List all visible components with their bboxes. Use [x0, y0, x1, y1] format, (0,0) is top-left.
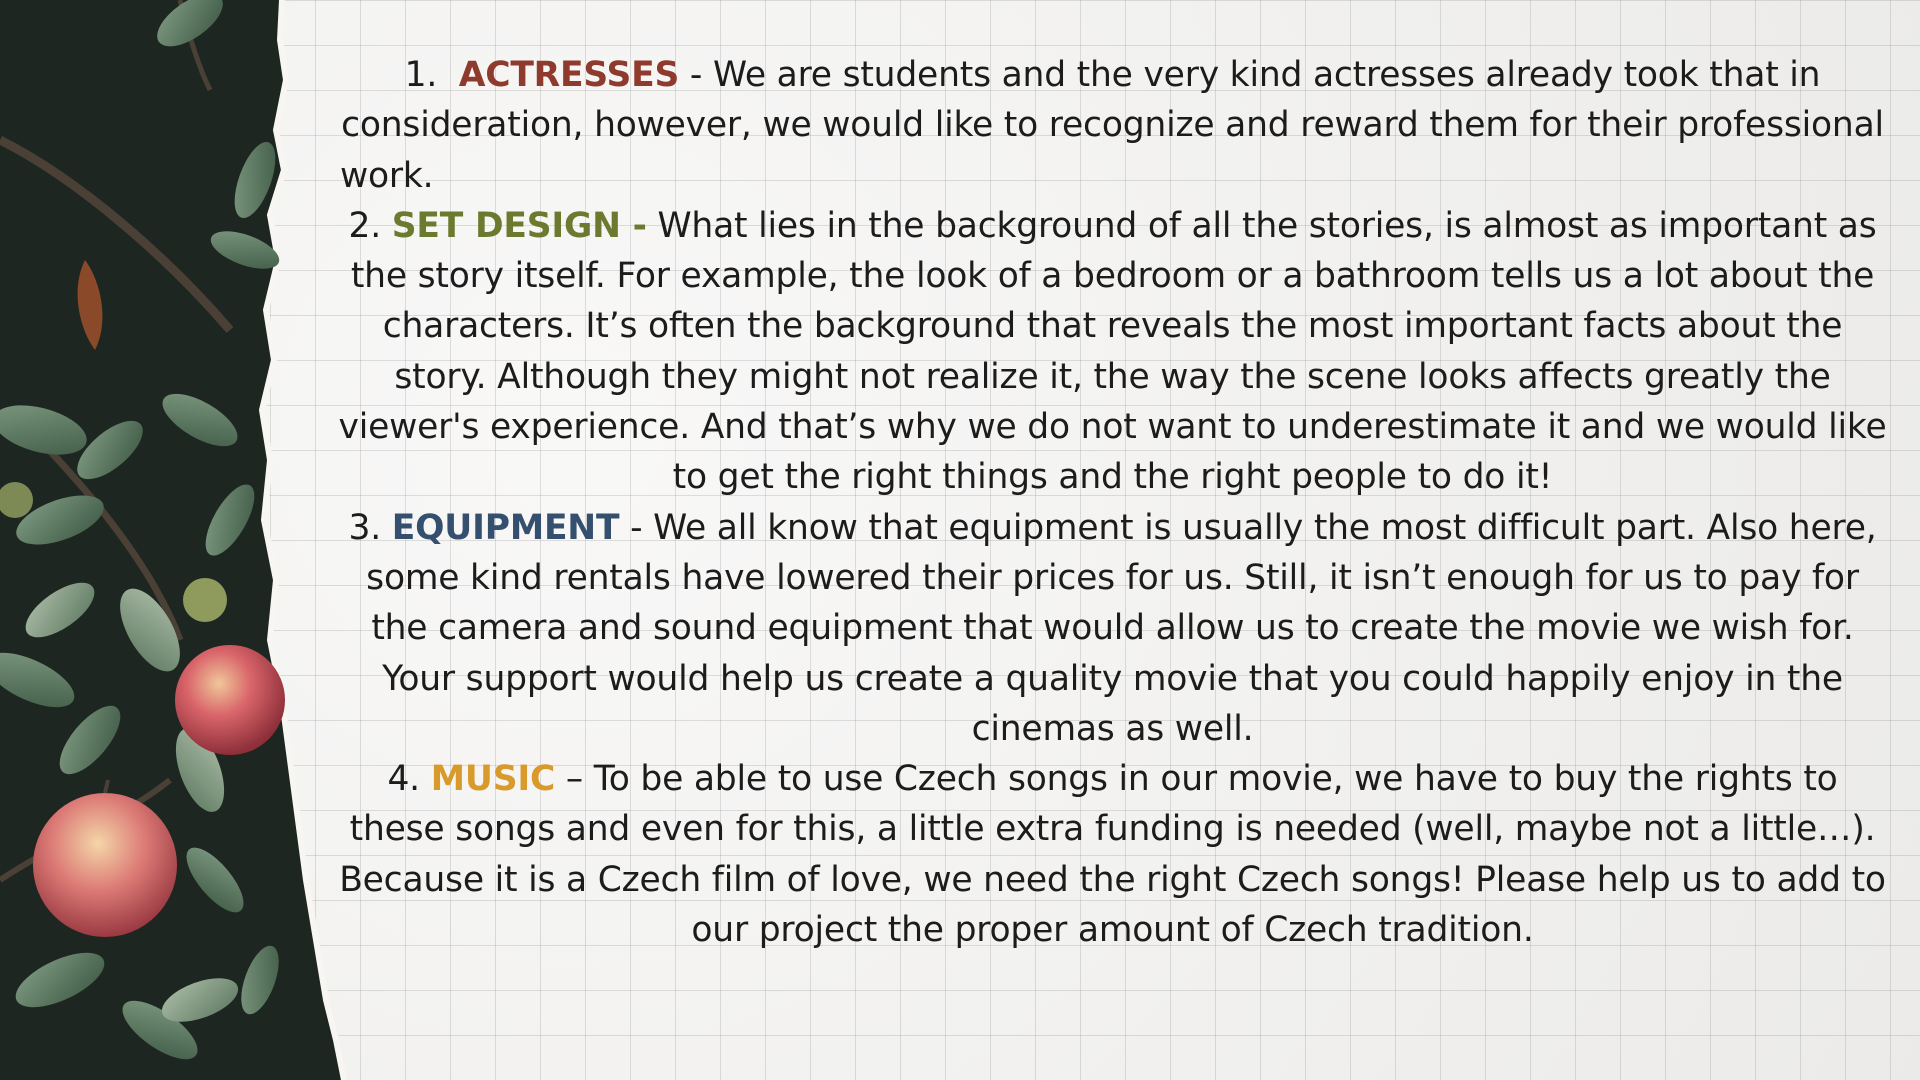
item-text-line1: - We are students and the very kind actresses already took that in: [679, 55, 1821, 95]
list-item-music: [335, 754, 1890, 955]
funding-needs-list: [335, 50, 1890, 1030]
item-text: What lies in the background of all the stories, is almost as important as the story itself. For example, the look of a bedroom or a bathroom tells us a lot about the characters. It’s often the background that reveals the most important facts about the story. Although they might not realize it, the way the scene looks affects greatly the viewer's experience. And that’s why we do not want to underestimate it and we would like to get the right things and the right people to do it!: [338, 205, 1887, 498]
item-text: – To be able to use Czech songs in our movie, we have to buy the rights to these songs and even for this, a little extra funding is needed (well, maybe not a little…). Because it is a Czech film of love, we need the right Czech songs! Please help us to add to our project the proper amount of Czech tradition.: [339, 759, 1886, 951]
keyword-equipment: EQUIPMENT: [391, 507, 620, 548]
keyword-actresses: ACTRESSES: [458, 55, 680, 95]
keyword-music: MUSIC: [430, 759, 556, 800]
item-number: 4.: [387, 759, 420, 800]
apple-branch-photo-icon: [0, 0, 360, 1080]
item-number: 1.: [404, 55, 438, 95]
list-item-equipment: [335, 503, 1890, 754]
item-text: - We all know that equipment is usually the most difficult part. Also here, some kind rentals have lowered their prices for us. Still, it isn’t enough for us to pay for the camera and sound equipment that would allow us to create the movie we wish for. Your support would help us create a quality movie that you could happily enjoy in the cinemas as well.: [366, 507, 1877, 749]
list-item-set-design: [335, 201, 1890, 503]
keyword-set-design: SET DESIGN -: [391, 205, 647, 246]
item-text-line3: work.: [340, 155, 434, 196]
item-number: 3.: [348, 507, 381, 548]
item-text-line2: consideration, however, we would like to recognize and reward them for their professional: [341, 105, 1884, 146]
list-item-actresses: [335, 50, 1890, 201]
item-number: 2.: [348, 205, 381, 246]
